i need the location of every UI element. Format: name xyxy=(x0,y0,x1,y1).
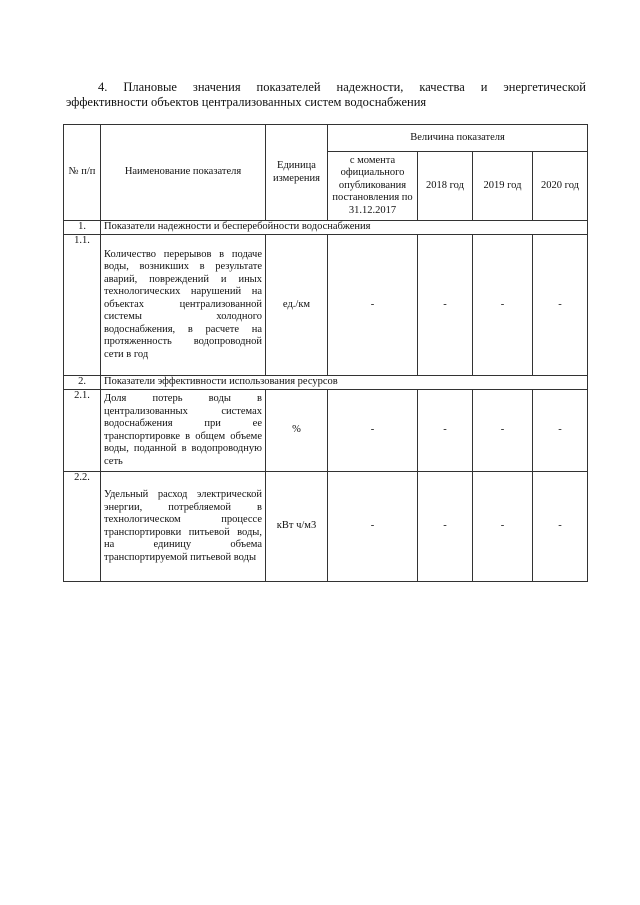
row-value-2020: - xyxy=(533,472,588,582)
row-num: 1.1. xyxy=(64,235,101,376)
section-heading xyxy=(66,80,586,110)
section-title: Показатели эффективности использования ресурсов xyxy=(101,376,588,390)
header-num: № п/п xyxy=(64,125,101,221)
row-value-2018: - xyxy=(418,472,473,582)
header-col-2018: 2018 год xyxy=(418,152,473,221)
section-row xyxy=(64,221,588,235)
header-col-2019: 2019 год xyxy=(473,152,533,221)
header-name: Наименование показателя xyxy=(101,125,266,221)
row-unit: кВт ч/м3 xyxy=(266,472,328,582)
row-value-2019: - xyxy=(473,235,533,376)
row-value-from: - xyxy=(328,235,418,376)
row-value-from: - xyxy=(328,390,418,472)
header-col-from: с момента официального опубликования постановления по 31.12.2017 xyxy=(328,152,418,221)
section-num: 2. xyxy=(64,376,101,390)
row-value-from: - xyxy=(328,472,418,582)
heading-line-2: эффективности объектов централизованных систем водоснабжения xyxy=(66,95,427,109)
section-num: 1. xyxy=(64,221,101,235)
indicators-table xyxy=(63,124,588,582)
heading-line-1: 4. Плановые значения показателей надежности, качества и энергетической xyxy=(98,80,586,94)
section-title: Показатели надежности и бесперебойности водоснабжения xyxy=(101,221,588,235)
row-value-2018: - xyxy=(418,390,473,472)
row-value-2019: - xyxy=(473,472,533,582)
row-value-2020: - xyxy=(533,235,588,376)
row-num: 2.2. xyxy=(64,472,101,582)
header-row-1 xyxy=(64,125,588,152)
header-value-group: Величина показателя xyxy=(328,125,588,152)
row-name: Доля потерь воды в централизованных системах водоснабжения при ее транспортировке в общем объеме воды, поданной в водопроводную сеть xyxy=(101,390,266,472)
row-value-2018: - xyxy=(418,235,473,376)
section-row xyxy=(64,376,588,390)
header-unit: Единица измерения xyxy=(266,125,328,221)
table-row xyxy=(64,390,588,472)
header-col-2020: 2020 год xyxy=(533,152,588,221)
row-num: 2.1. xyxy=(64,390,101,472)
row-unit: ед./км xyxy=(266,235,328,376)
row-value-2020: - xyxy=(533,390,588,472)
row-name: Количество перерывов в подаче воды, возникших в результате аварий, повреждений и иных технологических нарушений на объектах централизованной системы холодного водоснабжения, в расчете на протяженность водопроводной сети в год xyxy=(101,235,266,376)
row-name: Удельный расход электрической энергии, потребляемой в технологическом процессе транспортировки питьевой воды, на единицу объема транспортируемой питьевой воды xyxy=(101,472,266,582)
row-unit: % xyxy=(266,390,328,472)
table-row xyxy=(64,472,588,582)
table-row xyxy=(64,235,588,376)
row-value-2019: - xyxy=(473,390,533,472)
